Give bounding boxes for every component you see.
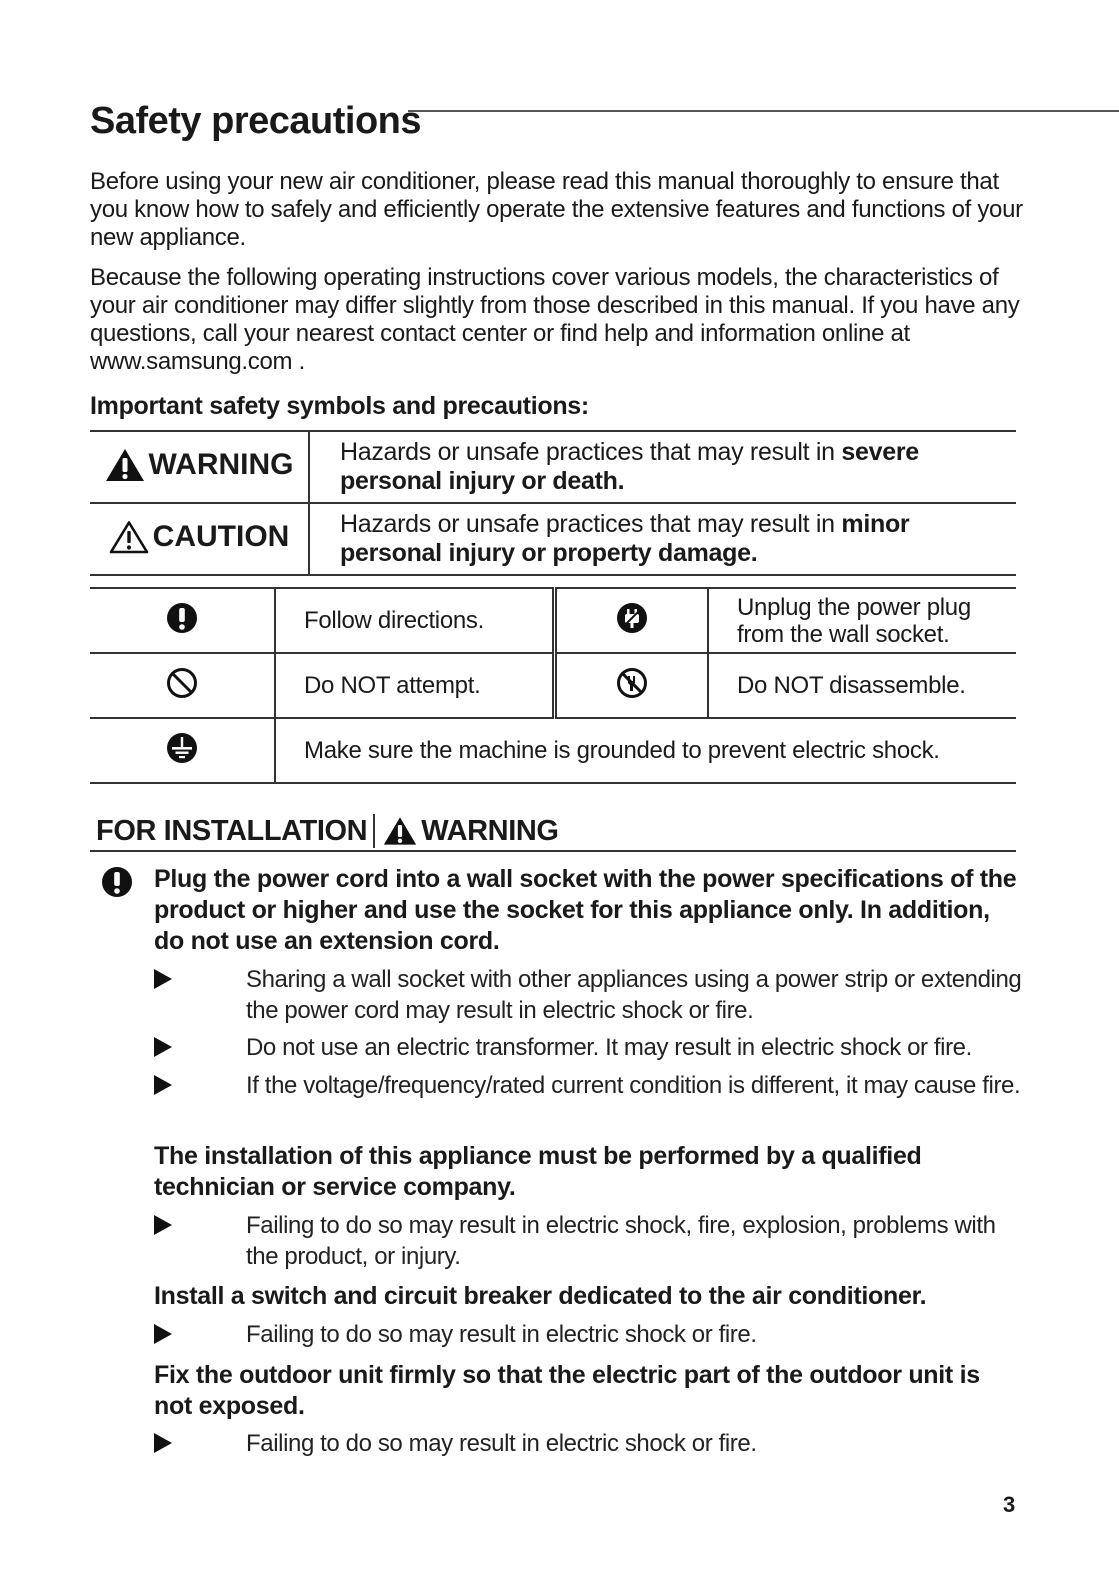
install-item-1-bullet-1: Sharing a wall socket with other appliances using a power strip or extending the power cord may result in electric shock or fire. xyxy=(154,964,1024,1026)
title-rule xyxy=(408,110,1119,112)
exclamation-circle-icon xyxy=(101,866,133,898)
bullet-arrow-icon xyxy=(154,964,246,1026)
install-item-2: The installation of this appliance must be performed by a qualified technician or service company. xyxy=(154,1142,922,1201)
install-item-1-bullet-3: If the voltage/frequency/rated current condition is different, it may cause fire. xyxy=(154,1070,1024,1103)
do-not-disassemble-text: Do NOT disassemble. xyxy=(708,653,1016,718)
install-item-4-bullet-1: Failing to do so may result in electric shock or fire. xyxy=(154,1428,1024,1461)
symbol-row-1 xyxy=(90,588,1016,653)
intro-paragraph-2: Because the following operating instructions cover various models, the characteristics of your air conditioner may differ slightly from those described in this manual. If you have any questions, call your nearest contact center or find help and information online at www.samsung.com . xyxy=(90,264,1020,375)
installation-title: FOR INSTALLATION xyxy=(96,814,368,847)
ground-text: Make sure the machine is grounded to prevent electric shock. xyxy=(275,718,1016,783)
ground-icon xyxy=(166,732,198,764)
bullet-arrow-icon xyxy=(154,1319,246,1352)
install-item-1-bullet-2: Do not use an electric transformer. It may result in electric shock or fire. xyxy=(154,1032,1024,1065)
prohibited-icon xyxy=(166,667,198,699)
installation-warning-label: WARNING xyxy=(421,814,559,847)
page-number: 3 xyxy=(1003,1492,1016,1517)
symbols-heading: Important safety symbols and precautions: xyxy=(90,392,589,420)
warning-label: WARNING xyxy=(148,447,294,481)
heading-separator xyxy=(373,814,375,848)
no-disassemble-icon xyxy=(616,667,648,699)
bullet-arrow-icon xyxy=(154,1032,246,1065)
warning-triangle-filled-icon xyxy=(383,816,417,846)
page-title: Safety precautions xyxy=(90,100,421,142)
caution-emphasis: minor personal injury or property damage. xyxy=(340,510,910,567)
symbol-row-3 xyxy=(90,718,1016,783)
warning-row xyxy=(90,431,1016,503)
hazard-level-table xyxy=(90,430,1016,576)
installation-heading xyxy=(96,814,559,848)
unplug-text: Unplug the power plug from the wall socket. xyxy=(708,588,1016,653)
warning-emphasis: severe personal injury or death. xyxy=(340,438,919,495)
install-item-1: Plug the power cord into a wall socket with the power specifications of the product or higher and use the socket for this appliance only. In addition, do not use an extension cord. xyxy=(154,865,1017,955)
bullet-arrow-icon xyxy=(154,1210,246,1272)
unplug-icon xyxy=(616,602,648,634)
installation-rule xyxy=(90,850,1016,852)
install-item-3-bullet-1: Failing to do so may result in electric shock or fire. xyxy=(154,1319,1024,1352)
symbol-legend-table xyxy=(90,587,1016,784)
warning-triangle-filled-icon xyxy=(105,448,145,482)
warning-description: Hazards or unsafe practices that may result in severe personal injury or death. xyxy=(309,431,1016,503)
install-item-3: Install a switch and circuit breaker dedicated to the air conditioner. xyxy=(154,1282,927,1310)
caution-description: Hazards or unsafe practices that may result in minor personal injury or property damage. xyxy=(309,503,1016,575)
caution-label: CAUTION xyxy=(152,519,290,553)
exclamation-circle-icon xyxy=(166,602,198,634)
bullet-arrow-icon xyxy=(154,1070,246,1103)
caution-row xyxy=(90,503,1016,575)
caution-triangle-outline-icon xyxy=(109,520,149,554)
follow-directions-text: Follow directions. xyxy=(275,588,555,653)
symbol-row-2 xyxy=(90,653,1016,718)
install-item-2-bullet-1: Failing to do so may result in electric shock, fire, explosion, problems with the product, or injury. xyxy=(154,1210,1024,1272)
intro-paragraph-1: Before using your new air conditioner, please read this manual thoroughly to ensure that you know how to safely and efficiently operate the extensive features and functions of your new appliance. xyxy=(90,168,1023,251)
do-not-attempt-text: Do NOT attempt. xyxy=(275,653,555,718)
bullet-arrow-icon xyxy=(154,1428,246,1461)
install-item-4: Fix the outdoor unit firmly so that the electric part of the outdoor unit is not exposed. xyxy=(154,1361,980,1420)
